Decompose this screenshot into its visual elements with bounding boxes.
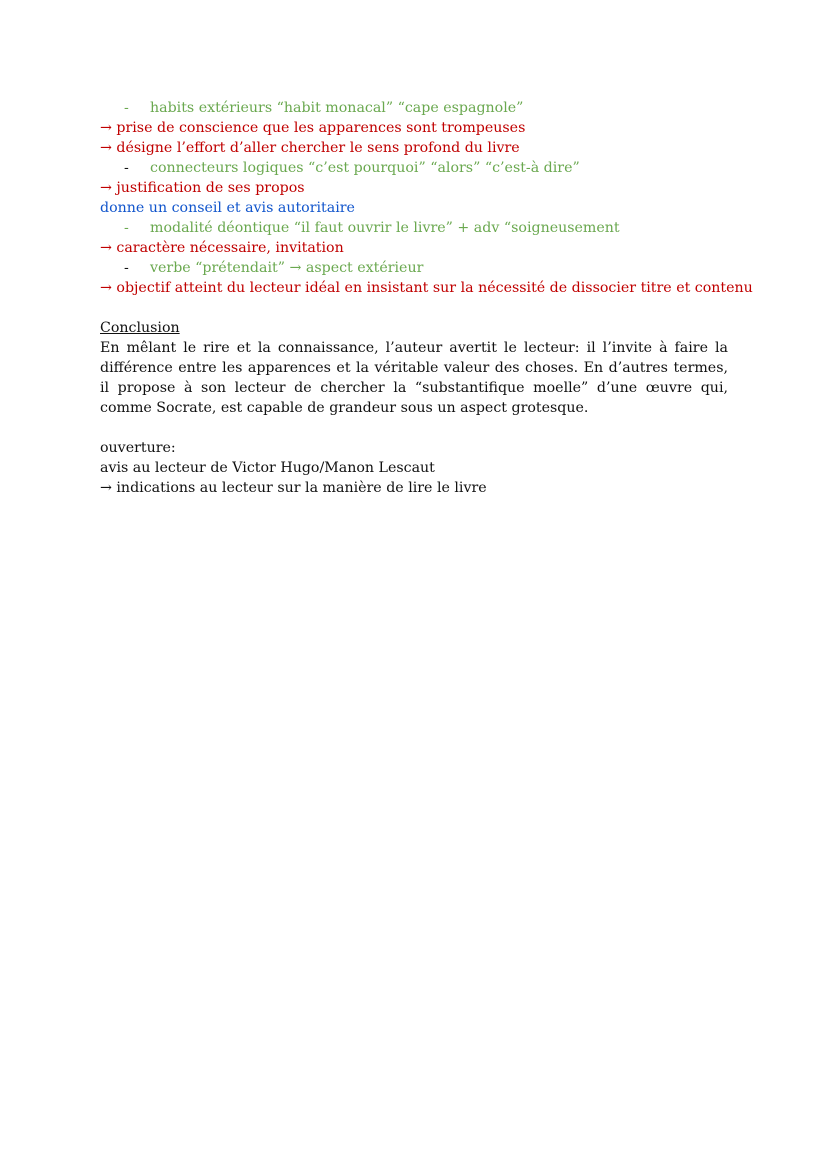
document-page: [100, 98, 753, 498]
ouverture-line: avis au lecteur de Victor Hugo/Manon Lescaut: [100, 460, 435, 476]
bullet-connecteurs: [100, 158, 728, 178]
bullet-dash: -: [124, 260, 129, 276]
arrow-line-apparences: → prise de conscience que les apparences sont trompeuses: [100, 120, 526, 136]
arrow-line-justification: → justification de ses propos: [100, 180, 305, 196]
arrow-line-effort: → désigne l’effort d’aller chercher le sens profond du livre: [100, 140, 520, 156]
bullet-text: modalité déontique “il faut ouvrir le livre” + adv “soigneusement: [150, 220, 620, 236]
spacer: [100, 298, 728, 318]
bullet-dash: -: [124, 220, 129, 236]
conclusion-paragraph: En mêlant le rire et la connaissance, l’auteur avertit le lecteur: il l’invite à faire la différence entre les apparences et la véritable valeur des choses. En d’autres termes, il propose à son lecteur de chercher la “substantifique moelle” d’une œuvre qui, comme Socrate, est capable de grandeur sous un aspect grotesque.: [100, 340, 728, 416]
spacer: [100, 418, 728, 438]
bullet-verbe: [100, 258, 728, 278]
bullet-text: connecteurs logiques “c’est pourquoi” “alors” “c’est-à dire”: [150, 160, 580, 176]
bullet-text: habits extérieurs “habit monacal” “cape espagnole”: [150, 100, 524, 116]
bullet-modalite: [100, 218, 728, 238]
ouverture-heading: ouverture:: [100, 440, 176, 456]
arrow-line-caractere: → caractère nécessaire, invitation: [100, 240, 344, 256]
bullet-habits: [100, 98, 728, 118]
advice-line: donne un conseil et avis autoritaire: [100, 200, 355, 216]
bullet-dash: -: [124, 100, 129, 116]
bullet-dash: -: [124, 160, 129, 176]
ouverture-arrow-line: → indications au lecteur sur la manière de lire le livre: [100, 480, 487, 496]
arrow-line-objectif: → objectif atteint du lecteur idéal en insistant sur la nécessité de dissocier titre et contenu: [100, 280, 753, 296]
conclusion-heading: Conclusion: [100, 320, 180, 336]
bullet-text: verbe “prétendait” → aspect extérieur: [150, 260, 424, 276]
